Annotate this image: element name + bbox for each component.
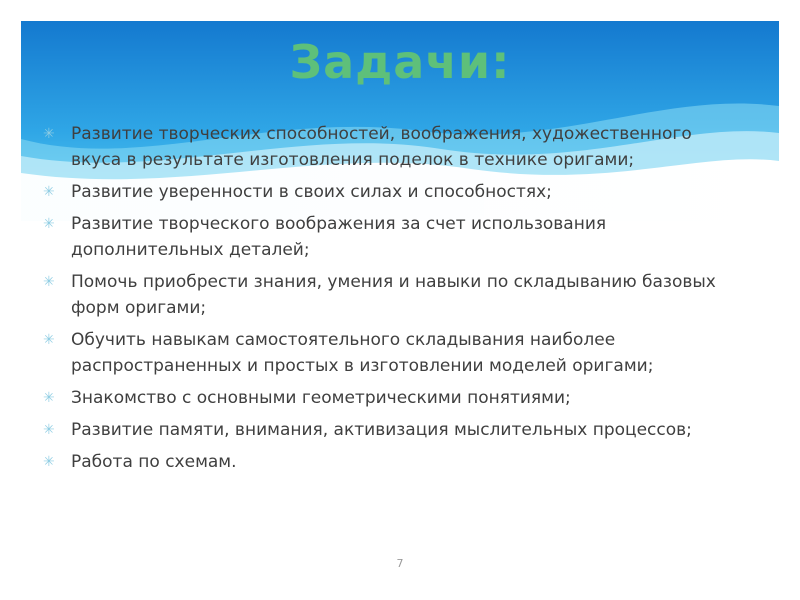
list-item-text: Помочь приобрести знания, умения и навыки по складыванию базовых форм оригами; — [71, 272, 716, 318]
slide — [21, 21, 779, 579]
page-number: 7 — [396, 557, 404, 570]
asterisk-bullet-icon: ✳ — [43, 126, 55, 142]
asterisk-bullet-icon: ✳ — [43, 216, 55, 232]
asterisk-bullet-icon: ✳ — [43, 422, 55, 438]
list-item-text: Работа по схемам. — [71, 452, 237, 472]
list-item — [43, 385, 743, 411]
asterisk-bullet-icon: ✳ — [43, 454, 55, 470]
asterisk-bullet-icon: ✳ — [43, 332, 55, 348]
list-item — [43, 179, 743, 205]
list-item — [43, 327, 743, 379]
list-item-text: Обучить навыкам самостоятельного складывания наиболее распространенных и простых в изготовлении моделей оригами; — [71, 330, 654, 376]
list-item-text: Развитие творческих способностей, воображения, художественного вкуса в результате изготовления поделок в технике оригами; — [71, 124, 692, 170]
list-item — [43, 449, 743, 475]
list-item — [43, 269, 743, 321]
asterisk-bullet-icon: ✳ — [43, 184, 55, 200]
list-item-text: Развитие уверенности в своих силах и способностях; — [71, 182, 552, 202]
list-item — [43, 211, 743, 263]
bullet-list-container — [43, 121, 743, 481]
list-item-text: Развитие памяти, внимания, активизация мыслительных процессов; — [71, 420, 692, 440]
asterisk-bullet-icon: ✳ — [43, 390, 55, 406]
list-item-text: Развитие творческого воображения за счет использования дополнительных деталей; — [71, 214, 607, 260]
slide-title: Задачи: — [289, 35, 511, 89]
list-item — [43, 121, 743, 173]
asterisk-bullet-icon: ✳ — [43, 274, 55, 290]
bullet-list — [43, 121, 743, 475]
list-item — [43, 417, 743, 443]
list-item-text: Знакомство с основными геометрическими понятиями; — [71, 388, 571, 408]
